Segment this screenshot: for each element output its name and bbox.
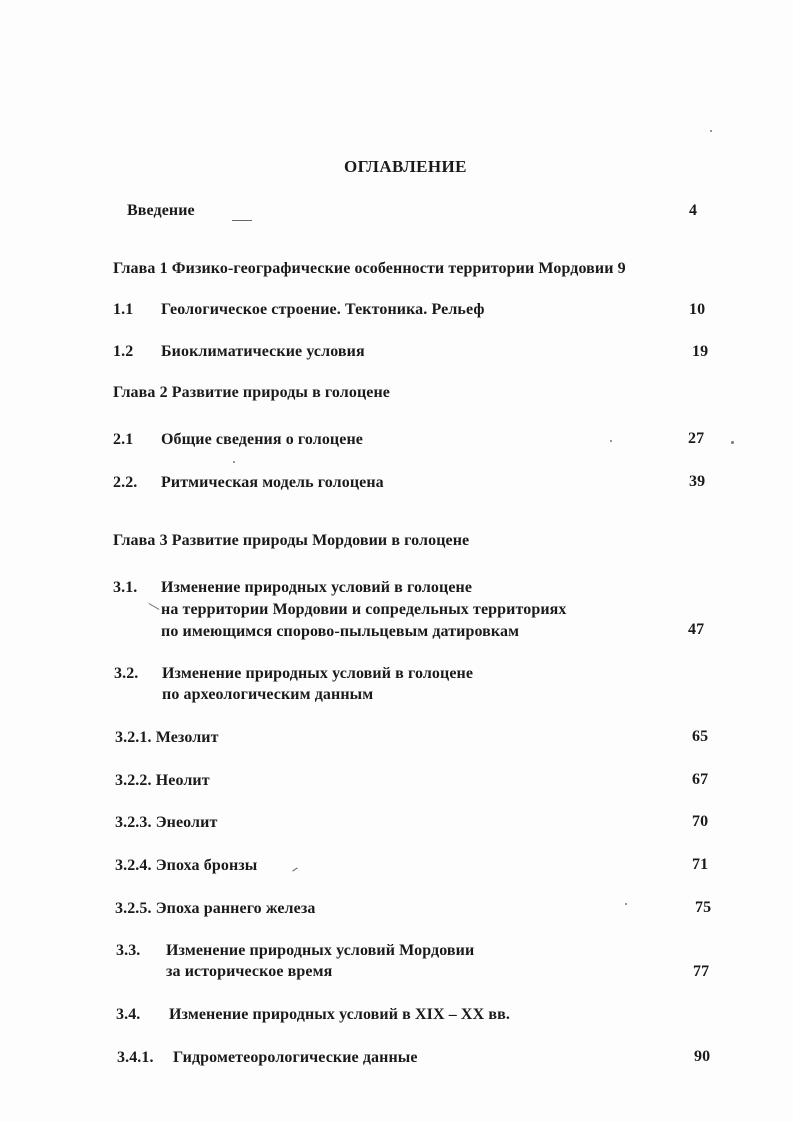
toc-section-3-3-line-1: Изменение природных условий Мордовии bbox=[166, 942, 475, 959]
toc-title: ОГЛАВЛЕНИЕ bbox=[344, 157, 467, 176]
scan-speck bbox=[625, 903, 627, 905]
toc-subsection-3-2-3: 3.2.3. Энеолит bbox=[115, 814, 218, 831]
toc-section-3-4-1: Гидрометеорологические данные bbox=[173, 1049, 418, 1066]
toc-section-number-1-1: 1.1 bbox=[113, 301, 134, 318]
toc-page-3-2-3: 70 bbox=[692, 813, 709, 830]
toc-chapter-3: Глава 3 Развитие природы Мордовии в голоцене bbox=[113, 532, 470, 549]
toc-page-3-4-1: 90 bbox=[694, 1048, 711, 1065]
toc-section-3-4: Изменение природных условий в XIX – XX вв. bbox=[169, 1006, 510, 1023]
toc-page-intro: 4 bbox=[689, 202, 698, 219]
toc-section-number-2-1: 2.1 bbox=[113, 431, 134, 448]
toc-page-1-2: 19 bbox=[692, 343, 709, 360]
toc-subsection-3-2-1: 3.2.1. Мезолит bbox=[115, 729, 219, 746]
toc-section-number-3-2: 3.2. bbox=[114, 665, 139, 682]
toc-page-3-2-1: 65 bbox=[692, 728, 709, 745]
toc-page-3-2-2: 67 bbox=[692, 771, 709, 788]
toc-section-1-1: Геологическое строение. Тектоника. Рельеф bbox=[161, 301, 485, 318]
scan-speck bbox=[710, 130, 712, 132]
toc-page-3-2-4: 71 bbox=[692, 856, 709, 873]
toc-page-3-2-5: 75 bbox=[695, 899, 712, 916]
toc-section-3-1-line-2: на территории Мордовии и сопредельных территориях bbox=[161, 601, 567, 618]
toc-chapter-2: Глава 2 Развитие природы в голоцене bbox=[113, 384, 391, 401]
toc-page-3-1: 47 bbox=[688, 621, 705, 638]
toc-page-1-1: 10 bbox=[689, 301, 706, 318]
toc-section-2-2: Ритмическая модель голоцена bbox=[161, 474, 384, 491]
scan-speck bbox=[731, 441, 734, 444]
scan-mark bbox=[292, 867, 297, 871]
toc-section-3-3-line-2: за историческое время bbox=[166, 963, 333, 980]
toc-section-3-1-line-1: Изменение природных условий в голоцене bbox=[161, 579, 473, 596]
toc-page-2-1: 27 bbox=[688, 430, 705, 447]
scan-mark bbox=[232, 220, 252, 221]
toc-page-3-3: 77 bbox=[693, 963, 710, 980]
scan-speck bbox=[233, 461, 235, 463]
toc-section-3-2-line-2: по археологическим данным bbox=[162, 686, 374, 703]
toc-section-number-3-4: 3.4. bbox=[116, 1006, 141, 1023]
toc-section-1-2: Биоклиматические условия bbox=[161, 343, 365, 360]
scan-speck bbox=[610, 440, 612, 442]
toc-subsection-3-2-2: 3.2.2. Неолит bbox=[115, 772, 210, 789]
toc-section-number-3-4-1: 3.4.1. bbox=[117, 1049, 154, 1066]
scan-mark bbox=[149, 603, 160, 610]
toc-subsection-3-2-5: 3.2.5. Эпоха раннего железа bbox=[115, 900, 316, 917]
toc-chapter-1: Глава 1 Физико-географические особенности территории Мордовии 9 bbox=[113, 260, 626, 277]
toc-section-3-1-line-3: по имеющимся спорово-пыльцевым датировкам bbox=[161, 623, 520, 640]
toc-section-number-3-1: 3.1. bbox=[113, 579, 138, 596]
toc-entry-intro: Введение bbox=[127, 202, 195, 219]
toc-page-2-2: 39 bbox=[689, 473, 706, 490]
toc-section-number-1-2: 1.2 bbox=[113, 343, 134, 360]
toc-section-number-2-2: 2.2. bbox=[113, 474, 138, 491]
toc-subsection-3-2-4: 3.2.4. Эпоха бронзы bbox=[115, 857, 258, 874]
toc-section-2-1: Общие сведения о голоцене bbox=[161, 431, 363, 448]
toc-section-number-3-3: 3.3. bbox=[116, 942, 141, 959]
toc-section-3-2-line-1: Изменение природных условий в голоцене bbox=[162, 665, 474, 682]
